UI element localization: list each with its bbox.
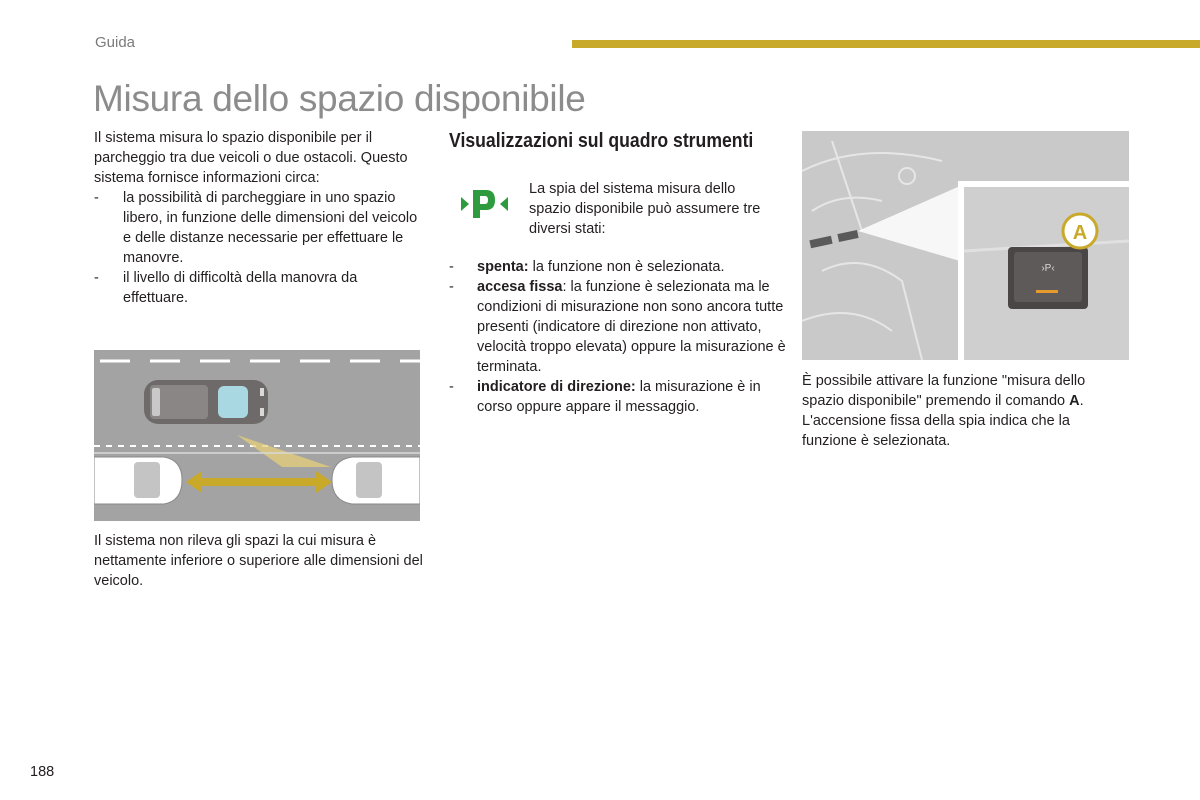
activation-text <box>802 371 1122 411</box>
intro-list-item: - la possibilità di parcheggiare in uno spazio libero, in funzione delle dimensioni del veicolo e delle distanze necessarie per effettuare le manovre. <box>94 188 424 268</box>
section-heading: Visualizzazioni sul quadro strumenti <box>449 129 754 152</box>
state-text: : la funzione è selezionata ma le condizioni di misurazione non sono ancora tutte presenti (indicatore di direzione non attivato, velocità troppo elevata) oppure la misurazione è terminata. <box>477 279 786 375</box>
state-item <box>449 377 789 417</box>
parking-space-illustration <box>94 350 420 521</box>
page-number: 188 <box>30 764 55 780</box>
activation-block <box>802 371 1122 451</box>
state-term: spenta: <box>477 259 529 275</box>
page-title: Misura dello spazio disponibile <box>93 78 586 119</box>
parking-space-indicator-icon <box>459 187 511 221</box>
state-term: indicatore di direzione: <box>477 379 636 395</box>
state-item <box>449 257 789 277</box>
state-term: accesa fissa <box>477 279 563 295</box>
section-label: Guida <box>95 34 136 51</box>
intro-list-item: - il livello di difficoltà della manovra da effettuare. <box>94 268 424 308</box>
indicator-description: La spia del sistema misura dello spazio disponibile può assumere tre diversi stati: <box>529 181 761 237</box>
indicator-states <box>449 257 789 417</box>
activation-text-after: . <box>1079 393 1084 409</box>
state-text: la funzione non è selezionata. <box>528 259 725 275</box>
intro-lead: Il sistema misura lo spazio disponibile per il parcheggio tra due veicoli o due ostacoli. Questo sistema fornisce informazioni circa: <box>94 130 408 186</box>
state-text: la misurazione è in corso oppure appare il messaggio. <box>477 379 761 415</box>
caption-text: Il sistema non rileva gli spazi la cui misura è nettamente inferiore o superiore alle dimensioni del veicolo. <box>94 533 423 589</box>
activation-command: A <box>1069 393 1080 409</box>
illustration-caption <box>94 531 424 591</box>
intro-list <box>94 188 424 308</box>
header-accent-bar <box>572 40 1200 48</box>
svg-text:›P‹: ›P‹ <box>1041 263 1055 274</box>
dashboard-button-illustration <box>802 131 1129 360</box>
activation-text-before: È possibile attivare la funzione "misura dello spazio disponibile" premendo il comando <box>802 373 1086 409</box>
activation-note: L'accensione fissa della spia indica che la funzione è selezionata. <box>802 413 1070 449</box>
callout-label-a: A <box>1072 222 1088 244</box>
intro-block <box>94 128 424 308</box>
state-item <box>449 277 789 377</box>
